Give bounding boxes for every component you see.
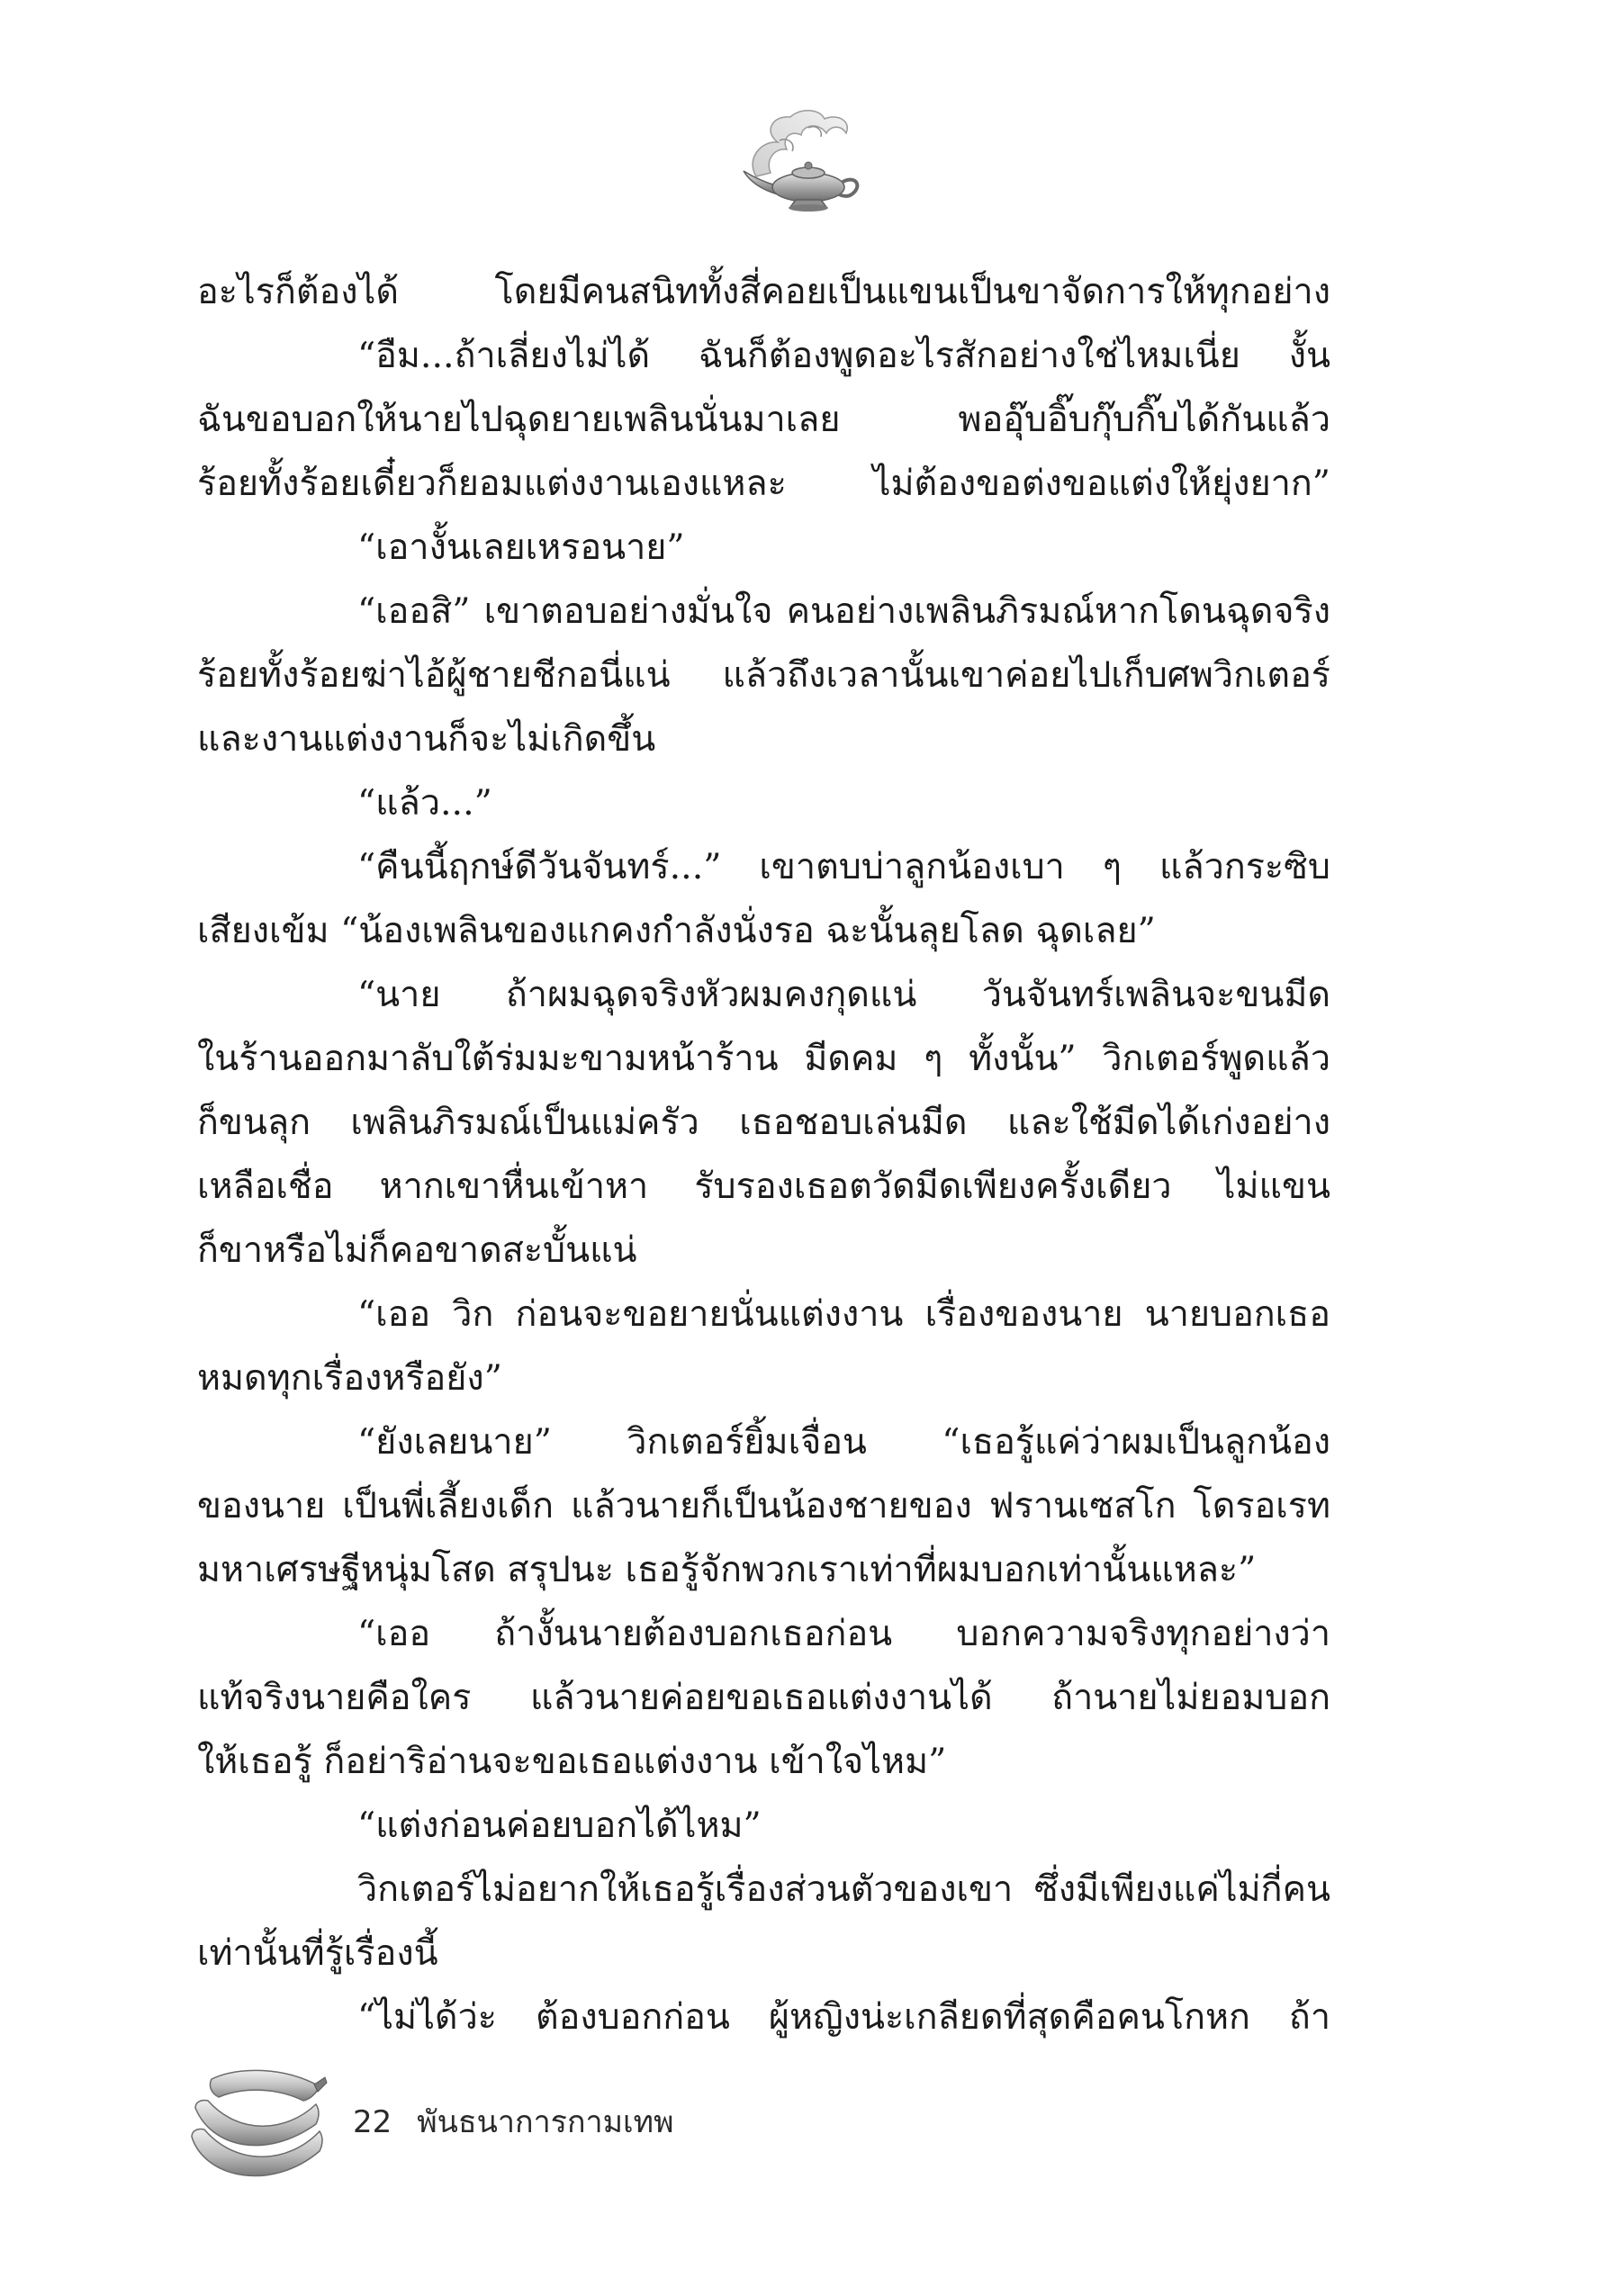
book-title: พันธนาการกามเทพ	[417, 2104, 674, 2140]
body-text	[197, 260, 1330, 2049]
text-line: ร้อยทั้งร้อยฆ่าไอ้ผู้ชายชีกอนี่แน่ แล้วถึงเวลานั้นเขาค่อยไปเก็บศพวิกเตอร์	[197, 654, 1330, 696]
text-line: ในร้านออกมาลับใต้ร่มมะขามหน้าร้าน มีดคม ๆ ทั้งนั้น” วิกเตอร์พูดแล้ว	[197, 1038, 1330, 1079]
text-line: อะไรก็ต้องได้ โดยมีคนสนิททั้งสี่คอยเป็นแขนเป็นขาจัดการให้ทุกอย่าง	[197, 271, 1330, 312]
text-line: ฉันขอบอกให้นายไปฉุดยายเพลินนั่นมาเลย พออุ๊บอิ๊บกุ๊บกิ๊บได้กันแล้ว	[197, 399, 1330, 440]
text-line: หมดทุกเรื่องหรือยัง”	[197, 1357, 502, 1399]
text-line: “อืม...ถ้าเลี่ยงไม่ได้ ฉันก็ต้องพูดอะไรสักอย่างใช่ไหมเนี่ย งั้น	[357, 335, 1330, 376]
text-line: และงานแต่งงานก็จะไม่เกิดขึ้น	[197, 718, 656, 760]
text-line: เสียงเข้ม “น้องเพลินของแกคงกำลังนั่งรอ ฉะนั้นลุยโลด ฉุดเลย”	[197, 910, 1156, 951]
text-line: มหาเศรษฐีหนุ่มโสด สรุปนะ เธอรู้จักพวกเราเท่าที่ผมบอกเท่านั้นแหละ”	[197, 1549, 1257, 1590]
text-line: ก็ขาหรือไม่ก็คอขาดสะบั้นแน่	[197, 1229, 637, 1271]
banana-icon	[185, 2061, 329, 2192]
text-line: “เออ ถ้างั้นนายต้องบอกเธอก่อน บอกความจริงทุกอย่างว่า	[357, 1613, 1330, 1654]
text-line: “นาย ถ้าผมฉุดจริงหัวผมคงกุดแน่ วันจันทร์เพลินจะขนมีด	[357, 974, 1330, 1015]
text-line: “เออสิ” เขาตอบอย่างมั่นใจ คนอย่างเพลินภิรมณ์หากโดนฉุดจริง	[357, 590, 1330, 632]
text-line: ก็ขนลุก เพลินภิรมณ์เป็นแม่ครัว เธอชอบเล่นมีด และใช้มีดได้เก่งอย่าง	[197, 1102, 1330, 1143]
page-number: 22	[353, 2104, 392, 2140]
text-line: “เอางั้นเลยเหรอนาย”	[357, 527, 685, 568]
text-line: “เออ วิก ก่อนจะขอยายนั่นแต่งงาน เรื่องของนาย นายบอกเธอ	[357, 1293, 1330, 1335]
text-line: “แต่งก่อนค่อยบอกได้ไหม”	[357, 1805, 762, 1846]
text-line: เหลือเชื่อ หากเขาหื่นเข้าหา รับรองเธอตวัดมีดเพียงครั้งเดียว ไม่แขน	[197, 1166, 1330, 1207]
text-line: เท่านั้นที่รู้เรื่องนี้	[197, 1932, 438, 1974]
text-line: วิกเตอร์ไม่อยากให้เธอรู้เรื่องส่วนตัวของเขา ซึ่งมีเพียงแค่ไม่กี่คน	[357, 1868, 1330, 1910]
text-line: “แล้ว...”	[357, 782, 492, 824]
page-footer	[353, 2101, 673, 2144]
genie-lamp-icon	[736, 104, 868, 214]
text-line: แท้จริงนายคือใคร แล้วนายค่อยขอเธอแต่งงานได้ ถ้านายไม่ยอมบอก	[197, 1677, 1330, 1718]
text-line: ของนาย เป็นพี่เลี้ยงเด็ก แล้วนายก็เป็นน้องชายของ ฟรานเซสโก โดรอเรท	[197, 1485, 1330, 1526]
text-line: ร้อยทั้งร้อยเดี๋ยวก็ยอมแต่งงานเองแหละ ไม่ต้องขอต่งขอแต่งให้ยุ่งยาก”	[197, 463, 1330, 504]
text-line: ให้เธอรู้ ก็อย่าริอ่านจะขอเธอแต่งงาน เข้าใจไหม”	[197, 1741, 947, 1782]
text-line: “ไม่ได้ว่ะ ต้องบอกก่อน ผู้หญิงน่ะเกลียดที่สุดคือคนโกหก ถ้า	[357, 1996, 1330, 2038]
text-line: “ยังเลยนาย” วิกเตอร์ยิ้มเจื่อน “เธอรู้แค่ว่าผมเป็นลูกน้อง	[357, 1421, 1330, 1463]
text-line: “คืนนี้ฤกษ์ดีวันจันทร์...” เขาตบบ่าลูกน้องเบา ๆ แล้วกระซิบ	[357, 846, 1330, 887]
